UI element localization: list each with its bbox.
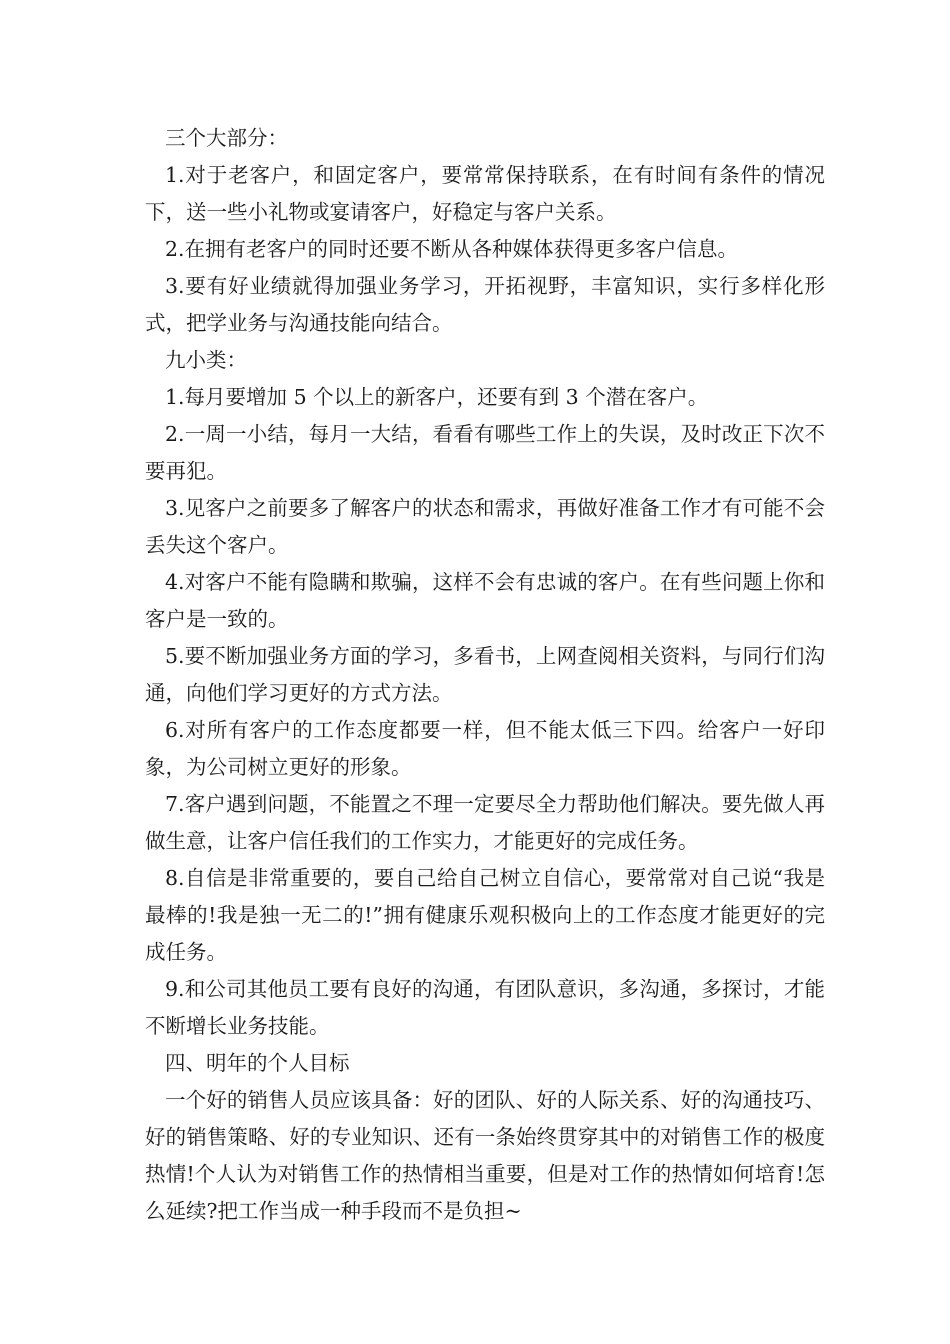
paragraph: 4.对客户不能有隐瞒和欺骗，这样不会有忠诚的客户。在有些问题上你和客户是一致的。	[145, 570, 825, 631]
paragraph: 9.和公司其他员工要有良好的沟通，有团队意识，多沟通，多探讨，才能不断增长业务技能。	[145, 977, 825, 1038]
paragraph: 1.每月要增加 5 个以上的新客户，还要有到 3 个潜在客户。	[165, 385, 709, 409]
paragraph: 3.见客户之前要多了解客户的状态和需求，再做好准备工作才有可能不会丢失这个客户。	[145, 496, 825, 557]
section-heading-three-parts: 三个大部分：	[165, 126, 288, 150]
paragraph: 7.客户遇到问题，不能置之不理一定要尽全力帮助他们解决。要先做人再做生意，让客户信任我们的工作实力，才能更好的完成任务。	[145, 792, 825, 853]
paragraph: 3.要有好业绩就得加强业务学习，开拓视野，丰富知识，实行多样化形式，把学业务与沟通技能向结合。	[145, 274, 825, 335]
section-heading-personal-goals: 四、明年的个人目标	[165, 1051, 350, 1075]
document-body	[145, 120, 825, 1230]
paragraph: 8.自信是非常重要的，要自己给自己树立自信心，要常常对自己说“我是最棒的!我是独一无二的!”拥有健康乐观积极向上的工作态度才能更好的完成任务。	[145, 866, 825, 964]
paragraph: 1.对于老客户，和固定客户，要常常保持联系，在有时间有条件的情况下，送一些小礼物或宴请客户，好稳定与客户关系。	[145, 163, 825, 224]
paragraph: 2.在拥有老客户的同时还要不断从各种媒体获得更多客户信息。	[165, 237, 739, 261]
paragraph: 5.要不断加强业务方面的学习，多看书，上网查阅相关资料，与同行们沟通，向他们学习更好的方式方法。	[145, 644, 825, 705]
paragraph: 2.一周一小结，每月一大结，看看有哪些工作上的失误，及时改正下次不要再犯。	[145, 422, 825, 483]
section-heading-nine-items: 九小类：	[165, 348, 247, 372]
paragraph: 一个好的销售人员应该具备：好的团队、好的人际关系、好的沟通技巧、好的销售策略、好的专业知识、还有一条始终贯穿其中的对销售工作的极度热情!个人认为对销售工作的热情相当重要，但是对工作的热情如何培育!怎么延续?把工作当成一种手段而不是负担~	[145, 1088, 825, 1223]
paragraph: 6.对所有客户的工作态度都要一样，但不能太低三下四。给客户一好印象，为公司树立更好的形象。	[145, 718, 825, 779]
